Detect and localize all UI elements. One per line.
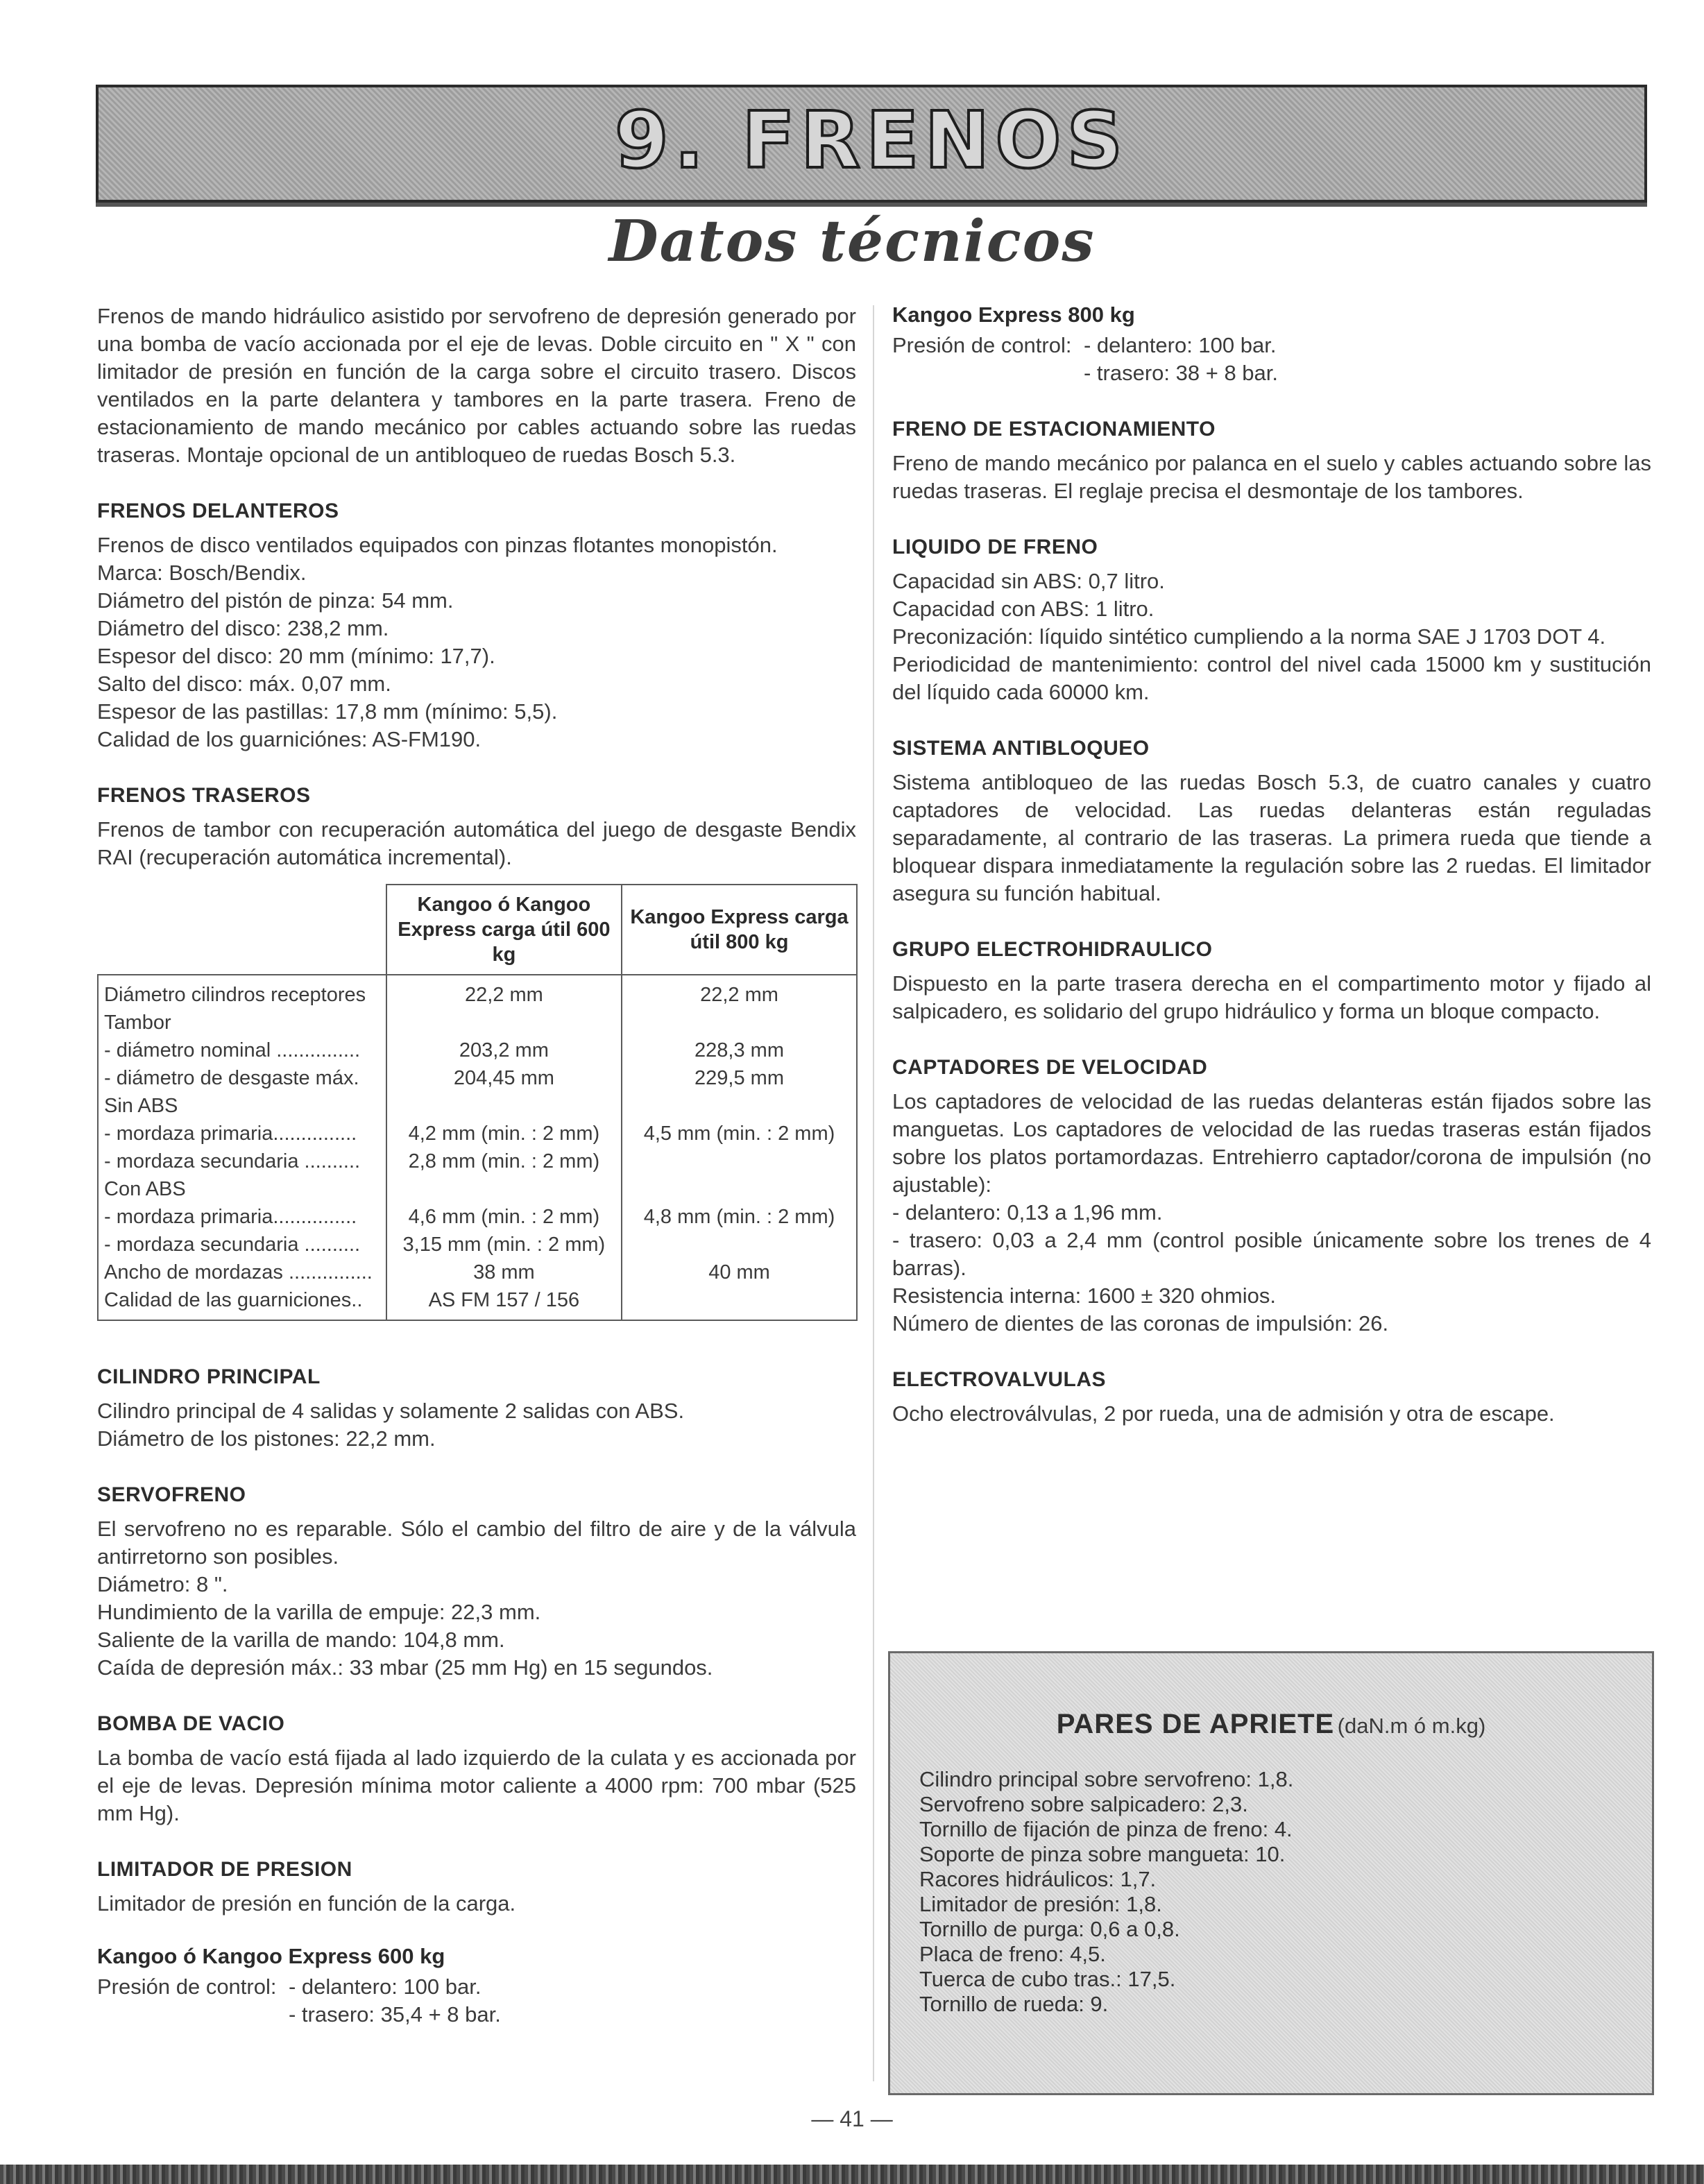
subheading-kangoo-800: Kangoo Express 800 kg xyxy=(892,302,1135,327)
pressure-label: Presión de control: xyxy=(892,333,1072,357)
table-cell: 2,8 mm (min. : 2 mm) xyxy=(408,1150,600,1172)
liquido-freno-paragraph: Periodicidad de mantenimiento: control del nivel cada 15000 km y sustitución del líquido cada 60000 km. xyxy=(892,652,1651,704)
pressure-row xyxy=(892,359,1651,387)
text-line: Hundimiento de la varilla de empuje: 22,3 mm. xyxy=(97,1600,541,1624)
list-item: Tornillo de fijación de pinza de freno: 4. xyxy=(919,1817,1293,1841)
column-divider xyxy=(873,305,874,2081)
table-cell xyxy=(628,1286,851,1314)
list-item: Limitador de presión: 1,8. xyxy=(919,1892,1162,1916)
list-item: Tornillo de purga: 0,6 a 0,8. xyxy=(919,1917,1180,1941)
table-label: - mordaza primaria............... xyxy=(104,1206,357,1228)
table-cell xyxy=(628,1231,851,1259)
section-heading-freno-estacionamiento: FRENO DE ESTACIONAMIENTO xyxy=(892,418,1216,441)
table-cell: 4,6 mm (min. : 2 mm) xyxy=(408,1206,600,1228)
table-cell: 4,2 mm (min. : 2 mm) xyxy=(408,1123,600,1145)
rear-brake-spec-table xyxy=(97,884,858,1321)
text-line: Frenos de disco ventilados equipados con pinzas flotantes monopistón. xyxy=(97,533,778,557)
table-cell: 204,45 mm xyxy=(453,1067,554,1089)
table-cell xyxy=(393,1092,615,1120)
table-header-600kg: Kangoo ó Kangoo Express carga útil 600 kg xyxy=(386,885,622,975)
page-number: — 41 — xyxy=(811,2106,893,2131)
table-cell xyxy=(393,1175,615,1203)
table-label: Diámetro cilindros receptores xyxy=(104,984,366,1006)
table-cell: 228,3 mm xyxy=(695,1039,784,1061)
pressure-row xyxy=(97,2001,856,2029)
frenos-delanteros-lines xyxy=(97,531,856,753)
section-heading-bomba-vacio: BOMBA DE VACIO xyxy=(97,1712,285,1735)
text-line: Limitador de presión en función de la carga. xyxy=(97,1891,516,1916)
list-item: Soporte de pinza sobre mangueta: 10. xyxy=(919,1842,1286,1866)
text-line: Diámetro de los pistones: 22,2 mm. xyxy=(97,1426,436,1451)
table-cell xyxy=(628,1148,851,1175)
bomba-vacio-paragraph: La bomba de vacío está fijada al lado izquierdo de la culata y es accionada por el eje de levas. Depresión mínima motor caliente a 4000 rpm: 700 mbar (525 mm Hg). xyxy=(97,1746,856,1825)
pressure-label-spacer xyxy=(892,359,1084,387)
text-line: Ocho electroválvulas, 2 por rueda, una de admisión y otra de escape. xyxy=(892,1401,1555,1426)
left-column xyxy=(97,302,856,2029)
text-line: - delantero: 0,13 a 1,96 mm. xyxy=(892,1200,1163,1225)
table-cell: 3,15 mm (min. : 2 mm) xyxy=(402,1234,606,1256)
torque-specs-box xyxy=(888,1651,1654,2095)
table-label: - diámetro de desgaste máx. xyxy=(104,1067,359,1089)
text-line: Capacidad con ABS: 1 litro. xyxy=(892,597,1155,621)
pressure-front: - delantero: 100 bar. xyxy=(289,1974,482,1999)
pressure-rear: - trasero: 35,4 + 8 bar. xyxy=(289,2002,501,2027)
pressure-label-spacer xyxy=(97,2001,289,2029)
table-label: Tambor xyxy=(104,1012,171,1034)
freno-estacionamiento-paragraph: Freno de mando mecánico por palanca en el suelo y cables actuando sobre las ruedas traseras. El reglaje precisa el desmontaje de los tambores. xyxy=(892,451,1651,503)
table-label: Sin ABS xyxy=(104,1095,178,1117)
table-header-800kg: Kangoo Express carga útil 800 kg xyxy=(622,885,857,975)
table-values-600kg xyxy=(386,975,622,1320)
right-column xyxy=(892,302,1651,1428)
table-cell xyxy=(628,1009,851,1036)
pressure-rear: - trasero: 38 + 8 bar. xyxy=(1084,361,1279,385)
list-item: Placa de freno: 4,5. xyxy=(919,1942,1106,1966)
captadores-paragraph: Los captadores de velocidad de las ruedas delanteras están fijados sobre las manguetas. Los captadores de velocidad de las ruedas traseras están fijados sobre los platos portamordazas. Entrehierro captador/corona de impulsión (no ajustable): xyxy=(892,1089,1651,1197)
frenos-traseros-paragraph: Frenos de tambor con recuperación automática del juego de desgaste Bendix RAI (recuperación automática incremental). xyxy=(97,817,856,869)
table-label-column xyxy=(98,975,386,1320)
section-heading-antibloqueo: SISTEMA ANTIBLOQUEO xyxy=(892,737,1150,760)
text-line: Espesor del disco: 20 mm (mínimo: 17,7). xyxy=(97,644,495,668)
text-line: Caída de depresión máx.: 33 mbar (25 mm Hg) en 15 segundos. xyxy=(97,1655,713,1680)
text-line: Espesor de las pastillas: 17,8 mm (mínimo: 5,5). xyxy=(97,699,558,724)
section-heading-liquido-freno: LIQUIDO DE FRENO xyxy=(892,536,1098,558)
table-cell: 22,2 mm xyxy=(700,984,778,1006)
table-corner xyxy=(98,885,386,975)
table-cell: 203,2 mm xyxy=(459,1039,549,1061)
chapter-banner xyxy=(96,85,1647,203)
list-item: Cilindro principal sobre servofreno: 1,8. xyxy=(919,1767,1294,1791)
section-heading-frenos-delanteros: FRENOS DELANTEROS xyxy=(97,500,339,522)
scan-edge-strip xyxy=(0,2165,1704,2184)
text-line: Marca: Bosch/Bendix. xyxy=(97,561,307,585)
text-line: Salto del disco: máx. 0,07 mm. xyxy=(97,672,391,696)
list-item: Racores hidráulicos: 1,7. xyxy=(919,1867,1157,1891)
table-cell: 40 mm xyxy=(708,1261,770,1283)
pressure-row xyxy=(97,1973,856,2001)
torque-title: PARES DE APRIETE xyxy=(1056,1709,1335,1739)
table-label: - mordaza secundaria .......... xyxy=(104,1150,361,1172)
servofreno-paragraph: El servofreno no es reparable. Sólo el cambio del filtro de aire y de la válvula antirretorno son posibles. xyxy=(97,1517,856,1569)
table-label: Calidad de las guarniciones.. xyxy=(104,1289,363,1311)
text-line: Preconización: líquido sintético cumpliendo a la norma SAE J 1703 DOT 4. xyxy=(892,624,1606,649)
table-label: - mordaza secundaria .......... xyxy=(104,1234,361,1256)
pressure-row xyxy=(892,332,1651,359)
text-line: Calidad de los guarniciónes: AS-FM190. xyxy=(97,727,482,751)
table-label: Con ABS xyxy=(104,1178,186,1200)
subheading-kangoo-600: Kangoo ó Kangoo Express 600 kg xyxy=(97,1944,445,1968)
table-cell xyxy=(393,1009,615,1036)
text-line: Diámetro: 8 ". xyxy=(97,1572,228,1596)
pressure-front: - delantero: 100 bar. xyxy=(1084,333,1277,357)
section-heading-frenos-traseros: FRENOS TRASEROS xyxy=(97,784,311,807)
antibloqueo-paragraph: Sistema antibloqueo de las ruedas Bosch 5.3, de cuatro canales y cuatro captadores de velocidad. Las ruedas delanteras están reguladas separadamente, al contrario de las traseras. La primera rueda que tiende a bloquear dispara inmediatamente la regulación sobre las 2 ruedas. El limitador asegura su función habitual. xyxy=(892,770,1651,905)
section-heading-limitador: LIMITADOR DE PRESION xyxy=(97,1858,352,1881)
text-line: Diámetro del pistón de pinza: 54 mm. xyxy=(97,588,454,613)
table-cell xyxy=(628,1175,851,1203)
torque-list xyxy=(919,1767,1293,2017)
table-cell: 4,5 mm (min. : 2 mm) xyxy=(643,1123,835,1145)
table-cell: AS FM 157 / 156 xyxy=(428,1289,580,1311)
table-label: - diámetro nominal ............... xyxy=(104,1039,361,1061)
list-item: Tornillo de rueda: 9. xyxy=(919,1992,1109,2016)
table-label: Ancho de mordazas ............... xyxy=(104,1261,373,1283)
torque-header xyxy=(890,1709,1652,1740)
intro-paragraph: Frenos de mando hidráulico asistido por servofreno de depresión generado por una bomba de vacío accionada por el eje de levas. Doble circuito en " X " con limitador de presión en función de la carga sobre el circuito trasero. Discos ventilados en la parte delantera y tambores en la parte trasera. Freno de estacionamiento de mando mecánico por cables actuando sobre las ruedas traseras. Montaje opcional de un antibloqueo de ruedas Bosch 5.3. xyxy=(97,304,856,467)
torque-unit: (daN.m ó m.kg) xyxy=(1337,1714,1486,1738)
section-heading-captadores: CAPTADORES DE VELOCIDAD xyxy=(892,1056,1208,1079)
text-line: Cilindro principal de 4 salidas y solamente 2 salidas con ABS. xyxy=(97,1399,685,1423)
table-cell: 38 mm xyxy=(473,1261,535,1283)
table-cell: 229,5 mm xyxy=(695,1067,784,1089)
page-subtitle: Datos técnicos xyxy=(608,208,1096,275)
table-cell: 22,2 mm xyxy=(464,984,543,1006)
text-line: Saliente de la varilla de mando: 104,8 mm. xyxy=(97,1628,505,1652)
table-cell xyxy=(628,1092,851,1120)
section-heading-cilindro-principal: CILINDRO PRINCIPAL xyxy=(97,1365,321,1388)
text-line: Número de dientes de las coronas de impulsión: 26. xyxy=(892,1311,1389,1336)
chapter-title: 9. FRENOS xyxy=(614,96,1129,186)
text-line: Capacidad sin ABS: 0,7 litro. xyxy=(892,569,1165,593)
table-label: - mordaza primaria............... xyxy=(104,1123,357,1145)
list-item: Tuerca de cubo tras.: 17,5. xyxy=(919,1967,1176,1991)
grupo-paragraph: Dispuesto en la parte trasera derecha en el compartimento motor y fijado al salpicadero, es solidario del grupo hidráulico y forma un bloque compacto. xyxy=(892,971,1651,1023)
text-line: Diámetro del disco: 238,2 mm. xyxy=(97,616,389,640)
section-heading-servofreno: SERVOFRENO xyxy=(97,1483,246,1506)
table-values-800kg xyxy=(622,975,857,1320)
section-heading-electrovalvulas: ELECTROVALVULAS xyxy=(892,1368,1107,1391)
captadores-rear: - trasero: 0,03 a 2,4 mm (control posible únicamente sobre los trenes de 4 barras). xyxy=(892,1228,1651,1280)
table-cell: 4,8 mm (min. : 2 mm) xyxy=(643,1206,835,1228)
section-heading-grupo: GRUPO ELECTROHIDRAULICO xyxy=(892,938,1213,961)
list-item: Servofreno sobre salpicadero: 2,3. xyxy=(919,1792,1248,1816)
text-line: Resistencia interna: 1600 ± 320 ohmios. xyxy=(892,1283,1276,1308)
pressure-label: Presión de control: xyxy=(97,1974,277,1999)
